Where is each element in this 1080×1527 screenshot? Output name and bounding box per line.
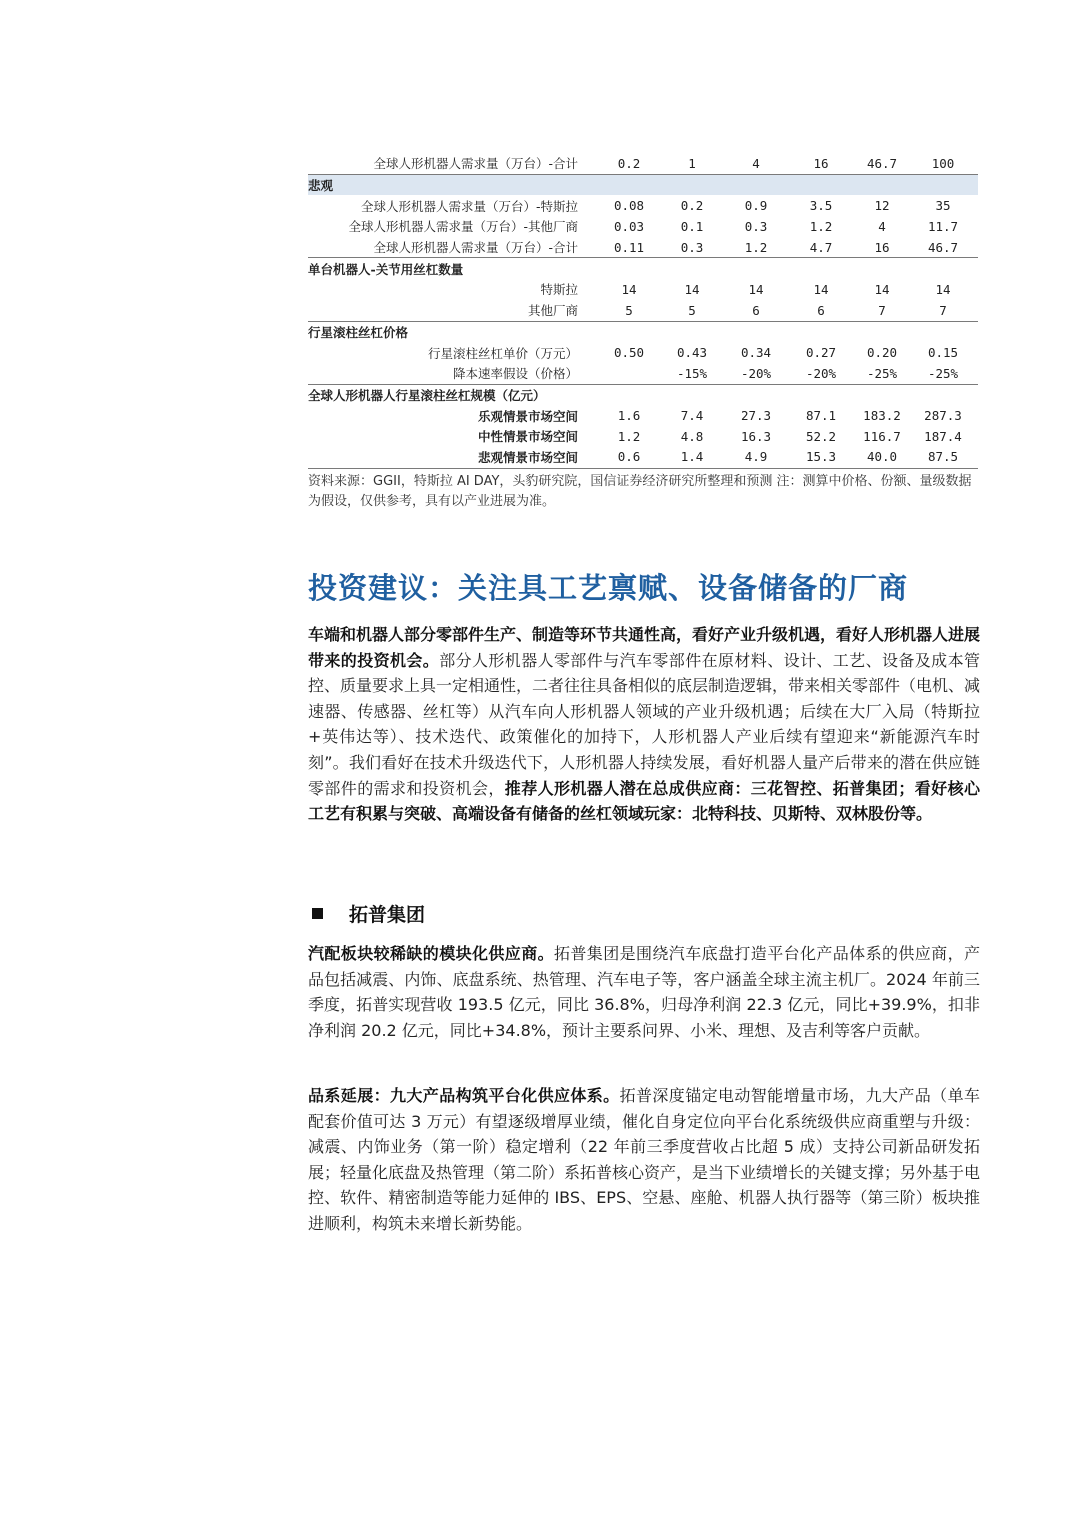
section-label: 行星滚柱丝杠价格	[308, 324, 409, 340]
table-cell: 4	[878, 218, 886, 234]
table-cell: 4.9	[744, 449, 768, 465]
table-cell: 0.3	[744, 218, 768, 234]
table-cell: 7	[878, 302, 886, 318]
table-cell: 0.2	[617, 155, 641, 171]
table-cell: 187.4	[924, 428, 962, 444]
section-title: 投资建议：关注具工艺禀赋、设备储备的厂商	[308, 571, 909, 605]
table-cell: 16	[813, 155, 829, 171]
table-cell: 0.50	[613, 345, 645, 361]
table-cell: 7.4	[680, 408, 704, 424]
section-label: 全球人形机器人行星滚柱丝杠规模（亿元）	[308, 387, 546, 403]
company-lead: 汽配板块较稀缺的模块化供应商。	[308, 944, 554, 963]
row-label: 特斯拉	[540, 282, 578, 298]
table-cell: 0.27	[805, 345, 837, 361]
table-cell: 46.7	[866, 155, 898, 171]
row-label: 悲观情景市场空间	[477, 449, 578, 465]
table-cell: 287.3	[924, 408, 962, 424]
investment-recommendation: 推荐人形机器人潜在总成供应商：三花智控、拓普集团；看好核心工艺有积累与突破、高端设备有储备的丝杠领域玩家：北特科技、贝斯特、双林股份等。	[308, 778, 980, 824]
investment-paragraph	[308, 622, 980, 827]
table-cell: 6	[817, 302, 825, 318]
square-bullet-icon	[312, 908, 323, 919]
table-row	[308, 216, 978, 237]
table-cell: 1.6	[617, 408, 641, 424]
company-body: 拓普集团是围绕汽车底盘打造平台化产品体系的供应商，产品包括减震、内饰、底盘系统、热管理、汽车电子等，客户涵盖全球主流主机厂。2024 年前三季度，拓普实现营收 193.5 亿元，同比 36.8%，归母净利润 22.3 亿元，同比+39.9%，扣非净利润 20.2 亿元，同比+34.8%，预计主要系问界、小米、理想、及吉利等客户贡献。	[308, 944, 980, 1040]
row-label: 全球人形机器人需求量（万台）-特斯拉	[360, 198, 578, 214]
table-row	[308, 237, 978, 258]
table-cell: 14	[813, 281, 829, 297]
table-cell: 27.3	[740, 408, 772, 424]
subsection-heading	[308, 900, 425, 927]
table-row	[308, 405, 978, 426]
table-cell: -15%	[676, 365, 708, 381]
table-cell: 14	[621, 281, 637, 297]
table-row	[308, 363, 978, 384]
table-cell: 40.0	[866, 449, 898, 465]
table-section-header	[308, 174, 978, 196]
table-cell: -25%	[927, 365, 959, 381]
table-cell: 1.4	[680, 449, 704, 465]
table-cell: 116.7	[863, 428, 901, 444]
table-cell: 14	[874, 281, 890, 297]
table-cell: 0.1	[680, 218, 704, 234]
table-cell: 4.8	[680, 428, 704, 444]
table-row	[308, 342, 978, 363]
table-cell: 1.2	[744, 239, 768, 255]
row-label: 其他厂商	[527, 303, 578, 319]
product-body: 拓普深度锚定电动智能增量市场，九大产品（单车配套价值可达 3 万元）有望逐级增厚业绩，催化自身定位向平台化系统级供应商重塑与升级：减震、内饰业务（第一阶）稳定增利（22 年前三季度营收占比超 5 成）支持公司新品研发拓展；轻量化底盘及热管理（第二阶）系拓普核心资产，是当下业绩增长的关键支撑；另外基于电控、软件、精密制造等能力延伸的 IBS、EPS、空悬、座舱、机器人执行器等（第三阶）板块推进顺利，构筑未来增长新势能。	[308, 1086, 981, 1233]
table-cell: 5	[625, 302, 633, 318]
table-cell: 14	[935, 281, 951, 297]
table-cell: 4.7	[809, 239, 833, 255]
table-cell: 100	[931, 155, 955, 171]
table-row	[308, 195, 978, 216]
table-cell: 4	[752, 155, 760, 171]
table-cell: 3.5	[809, 198, 833, 214]
row-label: 全球人形机器人需求量（万台）-合计	[373, 156, 578, 172]
table-row	[308, 300, 978, 321]
table-cell: 1	[688, 155, 696, 171]
table-bottom-rule	[308, 468, 978, 469]
table-row	[308, 153, 978, 174]
table-row	[308, 279, 978, 300]
table-cell: 12	[874, 198, 890, 214]
table-cell: 7	[939, 302, 947, 318]
table-section-header	[308, 257, 978, 279]
table-cell: 183.2	[863, 408, 901, 424]
product-lead: 品系延展：九大产品构筑平台化供应体系。	[308, 1086, 620, 1105]
company-paragraph	[308, 941, 980, 1043]
table-cell: 0.9	[744, 198, 768, 214]
table-cell: 0.43	[676, 345, 708, 361]
table-cell: -20%	[740, 365, 772, 381]
forecast-table	[308, 153, 978, 469]
table-cell: -20%	[805, 365, 837, 381]
table-cell: 52.2	[805, 428, 837, 444]
table-row	[308, 426, 978, 447]
table-cell: 16	[874, 239, 890, 255]
table-cell: 15.3	[805, 449, 837, 465]
table-cell: 1.2	[617, 428, 641, 444]
table-cell: 0.3	[680, 239, 704, 255]
table-cell: 0.15	[927, 345, 959, 361]
table-cell: 16.3	[740, 428, 772, 444]
table-cell: 11.7	[927, 218, 959, 234]
table-cell: 87.5	[927, 449, 959, 465]
table-cell: 0.34	[740, 345, 772, 361]
table-cell: 5	[688, 302, 696, 318]
investment-lead: 车端和机器人部分零部件生产、制造等环节共通性高，看好产业升级机遇，看好人形机器人进展带来的投资机会。	[308, 625, 981, 670]
table-cell: 1.2	[809, 218, 833, 234]
table-cell: 14	[748, 281, 764, 297]
table-section-header	[308, 384, 978, 406]
source-note: 资料来源：GGII，特斯拉 AI DAY，头豹研究院，国信证券经济研究所整理和预测 注：测算中价格、份额、量级数据为假设，仅供参考，具有以产业进展为准。	[308, 474, 972, 509]
row-label: 降本速率假设（价格）	[452, 366, 578, 382]
table-cell: 0.11	[613, 239, 645, 255]
row-label: 中性情景市场空间	[477, 429, 578, 445]
table-cell: 0.08	[613, 198, 645, 214]
table-cell: 46.7	[927, 239, 959, 255]
investment-body: 部分人形机器人零部件与汽车零部件在原材料、设计、工艺、设备及成本管控、质量要求上具一定相通性，二者往往具备相似的底层制造逻辑，带来相关零部件（电机、减速器、传感器、丝杠等）从汽车向人形机器人领域的产业升级机遇；后续在大厂入局（特斯拉+英伟达等）、技术迭代、政策催化的加持下，人形机器人产业后续有望迎来“新能源汽车时刻”。我们看好在技术升级迭代下，人形机器人持续发展，看好机器人量产后带来的潜在供应链零部件的需求和投资机会，	[308, 650, 981, 798]
product-paragraph	[308, 1083, 980, 1237]
table-cell: 87.1	[805, 408, 837, 424]
section-label: 悲观	[308, 178, 334, 194]
table-cell: 0.2	[680, 198, 704, 214]
table-cell: -25%	[866, 365, 898, 381]
row-label: 全球人形机器人需求量（万台）-其他厂商	[348, 219, 578, 235]
section-label: 单台机器人-关节用丝杠数量	[308, 261, 464, 277]
table-cell: 0.6	[617, 449, 641, 465]
table-cell: 35	[935, 198, 951, 214]
table-cell: 0.20	[866, 345, 898, 361]
row-label: 全球人形机器人需求量（万台）-合计	[373, 240, 578, 256]
table-cell: 14	[684, 281, 700, 297]
table-row	[308, 447, 978, 468]
row-label: 行星滚柱丝杠单价（万元）	[427, 345, 578, 361]
subsection-title: 拓普集团	[349, 904, 426, 926]
table-cell: 0.03	[613, 218, 645, 234]
table-cell: 6	[752, 302, 760, 318]
row-label: 乐观情景市场空间	[477, 408, 578, 424]
table-section-header	[308, 321, 978, 343]
